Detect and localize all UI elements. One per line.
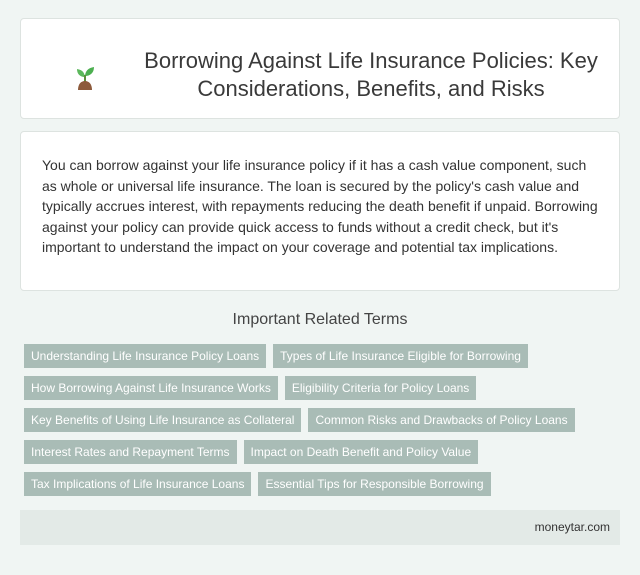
title-card: [20, 18, 620, 119]
footer: [20, 510, 620, 545]
term-row: [24, 472, 624, 496]
term-row: [24, 408, 624, 432]
term-tag[interactable]: Understanding Life Insurance Policy Loans: [24, 344, 266, 368]
related-terms-list: [24, 344, 624, 504]
term-tag[interactable]: Interest Rates and Repayment Terms: [24, 440, 237, 464]
summary-card: [20, 131, 620, 291]
term-tag[interactable]: Impact on Death Benefit and Policy Value: [244, 440, 479, 464]
summary-text: You can borrow against your life insurance policy if it has a cash value component, such as whole or universal life insurance. The loan is secured by the policy's cash value and typically accrues interest, with repayments reducing the death benefit if unpaid. Borrowing against your policy can provide quick access to funds without a credit check, but it's important to understand the impact on your coverage and potential tax implications.: [42, 157, 598, 255]
seedling-icon: [73, 63, 97, 91]
term-tag[interactable]: Eligibility Criteria for Policy Loans: [285, 376, 476, 400]
term-row: [24, 344, 624, 368]
term-tag[interactable]: Common Risks and Drawbacks of Policy Loans: [308, 408, 574, 432]
term-row: [24, 440, 624, 464]
term-tag[interactable]: Types of Life Insurance Eligible for Borrowing: [273, 344, 528, 368]
term-tag[interactable]: Tax Implications of Life Insurance Loans: [24, 472, 251, 496]
footer-site-link[interactable]: moneytar.com: [534, 520, 610, 534]
term-tag[interactable]: How Borrowing Against Life Insurance Works: [24, 376, 278, 400]
term-tag[interactable]: Key Benefits of Using Life Insurance as Collateral: [24, 408, 301, 432]
term-tag[interactable]: Essential Tips for Responsible Borrowing: [258, 472, 490, 496]
term-row: [24, 376, 624, 400]
page-title: Borrowing Against Life Insurance Policies: Key Considerations, Benefits, and Risks: [144, 48, 598, 101]
related-terms-heading: Important Related Terms: [232, 311, 408, 328]
